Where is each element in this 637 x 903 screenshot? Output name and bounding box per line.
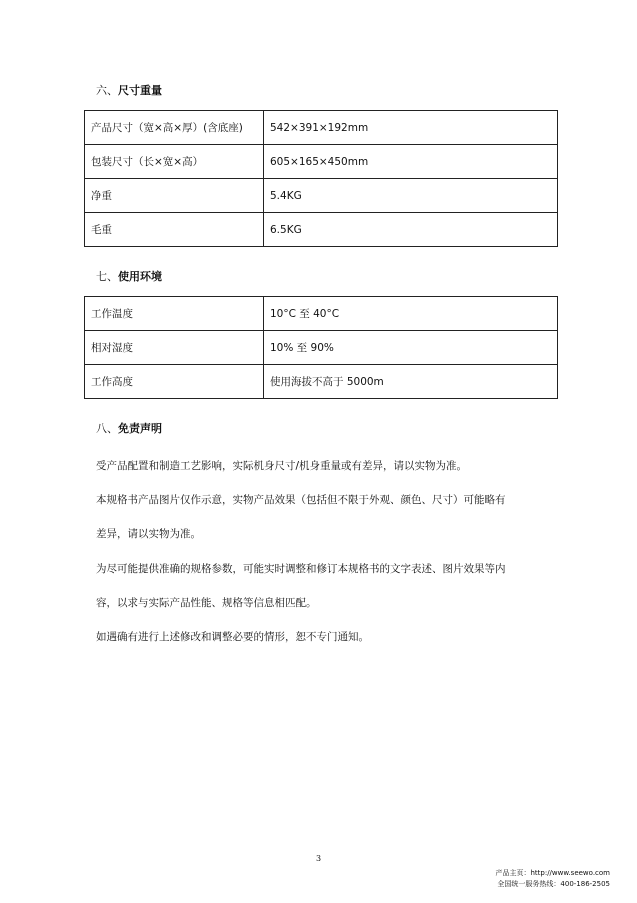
- package-size-label: 包装尺寸（长×宽×高）: [85, 145, 264, 179]
- altitude-label: 工作高度: [85, 365, 264, 399]
- work-temperature-label: 工作温度: [85, 297, 264, 331]
- net-weight-label: 净重: [85, 179, 264, 213]
- disclaimer-line: 差异，请以实物为准。: [96, 528, 201, 540]
- section-title-disclaimer: 八、免责声明: [96, 422, 162, 435]
- size-label: 产品尺寸（宽×高×厚）(含底座): [85, 111, 264, 145]
- table-row: [85, 331, 558, 365]
- size-value: 542×391×192mm: [264, 111, 558, 145]
- disclaimer-line: 容，以求与实际产品性能、规格等信息相匹配。: [96, 597, 317, 609]
- table-row: [85, 145, 558, 179]
- table-row: [85, 213, 558, 247]
- work-temperature-value: 10°C 至 40°C: [264, 297, 558, 331]
- disclaimer-line: 如遇确有进行上述修改和调整必要的情形，恕不专门通知。: [96, 631, 369, 643]
- disclaimer-line: 本规格书产品图片仅作示意，实物产品效果（包括但不限于外观、颜色、尺寸）可能略有: [96, 494, 506, 506]
- size-weight-table: [84, 110, 558, 247]
- gross-weight-value: 6.5KG: [264, 213, 558, 247]
- altitude-value: 使用海拔不高于 5000m: [264, 365, 558, 399]
- disclaimer-line: 受产品配置和制造工艺影响，实际机身尺寸/机身重量或有差异，请以实物为准。: [96, 460, 468, 472]
- table-row: [85, 179, 558, 213]
- footer-homepage: 产品主页：http://www.seewo.com: [495, 869, 610, 877]
- humidity-value: 10% 至 90%: [264, 331, 558, 365]
- humidity-label: 相对湿度: [85, 331, 264, 365]
- section-title-size-weight: 六、尺寸重量: [96, 84, 162, 97]
- footer-hotline: 全国统一服务热线：400-186-2505: [497, 880, 610, 888]
- gross-weight-label: 毛重: [85, 213, 264, 247]
- section-title-environment: 七、使用环境: [96, 270, 162, 283]
- table-row: [85, 111, 558, 145]
- net-weight-value: 5.4KG: [264, 179, 558, 213]
- table-row: [85, 297, 558, 331]
- page-number: 3: [316, 854, 322, 863]
- environment-table: [84, 296, 558, 399]
- package-size-value: 605×165×450mm: [264, 145, 558, 179]
- disclaimer-line: 为尽可能提供准确的规格参数，可能实时调整和修订本规格书的文字表述、图片效果等内: [96, 563, 506, 575]
- table-row: [85, 365, 558, 399]
